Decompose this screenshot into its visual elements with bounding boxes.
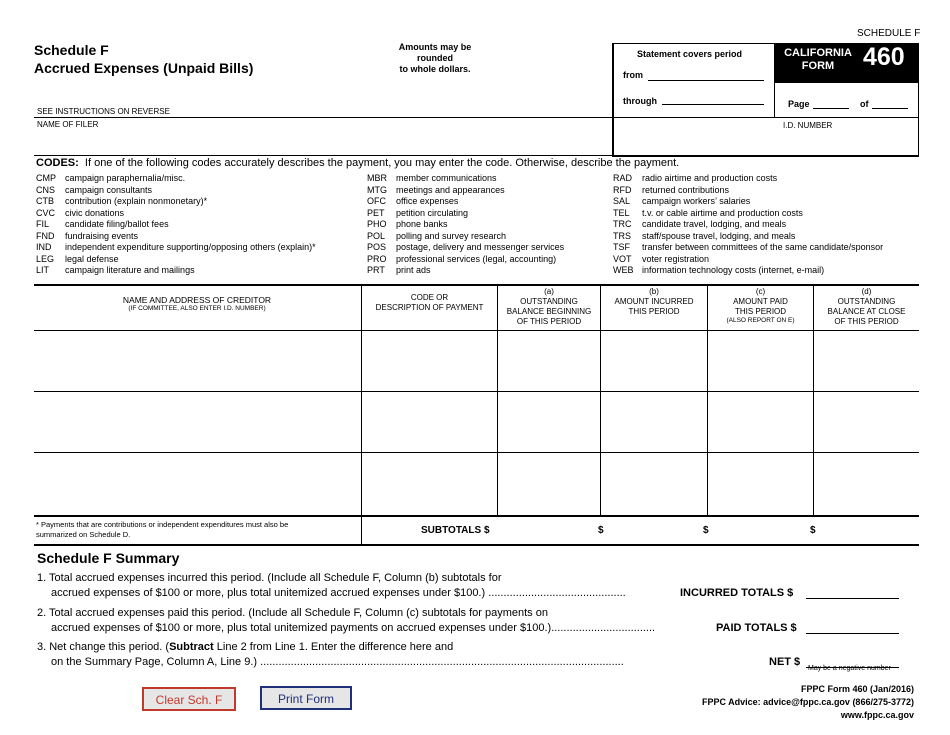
negative-note: May be a negative number (808, 665, 891, 672)
code-row: TRS staff/spouse travel, lodging, and meals (613, 230, 796, 241)
codes-column-3 (613, 173, 883, 277)
divider (34, 391, 919, 392)
from-date-field[interactable] (648, 80, 764, 81)
footer-url[interactable]: www.fppc.ca.gov (840, 710, 914, 720)
summary-line-1b: accrued expenses of $100 or more, plus total unitemized accrued expenses under $100.) ............................................. (51, 587, 626, 599)
code-row: OFC office expenses (367, 196, 459, 206)
page-label: Page (788, 99, 810, 109)
code-row: POS postage, delivery and messenger services (367, 242, 565, 252)
id-number-input[interactable] (783, 132, 915, 154)
california-label: CALIFORNIA (784, 47, 852, 59)
id-number-label: I.D. NUMBER (783, 121, 833, 130)
net-label: NET $ (769, 656, 801, 668)
page-title: Schedule F (34, 42, 109, 58)
header-col-c: (c) AMOUNT PAID THIS PERIOD (ALSO REPORT ON E) (726, 287, 795, 324)
code-row: PRO professional services (legal, accounting) (367, 253, 557, 264)
code-row: TRC candidate travel, lodging, and meals (613, 219, 787, 229)
code-row: CMP campaign paraphernalia/misc. (36, 173, 186, 183)
from-label: from (623, 70, 643, 80)
divider (361, 284, 362, 546)
divider (612, 117, 919, 118)
summary-line-2b: accrued expenses of $100 or more, plus total unitemized payments on accrued expenses under $100.).................................. (51, 622, 656, 634)
code-input-row-3[interactable] (363, 454, 496, 514)
divider (34, 330, 919, 331)
code-row: PRT print ads (367, 265, 431, 275)
through-label: through (623, 96, 657, 106)
divider (34, 544, 919, 546)
rounding-note: Amounts may be rounded to whole dollars. (398, 42, 472, 74)
header-col-d: (d) OUTSTANDING BALANCE AT CLOSE OF THIS PERIOD (827, 287, 906, 326)
code-input-row-1[interactable] (363, 332, 496, 390)
summary-line-1a: 1. Total accrued expenses incurred this period. (Include all Schedule F, Column (b) subtotals for (37, 572, 502, 584)
subtotal-c-dollar: $ (703, 525, 709, 536)
name-of-filer-label: NAME OF FILER (37, 120, 99, 129)
of-label: of (860, 99, 869, 109)
code-row: POL polling and survey research (367, 230, 507, 241)
code-row: TSF transfer between committees of the same candidate/sponsor (613, 242, 884, 252)
code-row: WEB information technology costs (internet, e-mail) (613, 265, 825, 275)
code-row: CTB contribution (explain nonmonetary)* (36, 196, 208, 206)
subtotals-label: SUBTOTALS $ (421, 525, 490, 536)
schedule-corner-label: SCHEDULE F (857, 28, 921, 39)
code-input-row-2[interactable] (363, 393, 496, 451)
summary-line-2a: 2. Total accrued expenses paid this period. (Include all Schedule F, Column (c) subtotals for payments on (37, 607, 548, 619)
code-row: CNS campaign consultants (36, 184, 153, 195)
summary-line-3a: 3. Net change this period. (Subtract Line 2 from Line 1. Enter the difference here and (37, 641, 454, 653)
see-instructions: SEE INSTRUCTIONS ON REVERSE (37, 107, 170, 116)
header-col-b: (b) AMOUNT INCURRED THIS PERIOD (614, 287, 694, 316)
creditor-input-row-3[interactable] (36, 454, 359, 514)
incurred-totals-field[interactable] (806, 598, 899, 599)
print-form-button[interactable]: Print Form (260, 686, 352, 710)
code-row: TEL t.v. or cable airtime and production costs (613, 207, 803, 218)
creditor-input-row-2[interactable] (36, 393, 359, 451)
form-label: FORM (801, 60, 835, 72)
divider (34, 284, 919, 286)
code-row: LEG legal defense (36, 253, 119, 264)
codes-column-2 (367, 173, 564, 277)
table-footnote: * Payments that are contributions or independent expenditures must also be summarized on Schedule D. (36, 520, 289, 539)
page-number-field[interactable] (813, 108, 849, 109)
header-col-a: (a) OUTSTANDING BALANCE BEGINNING OF THIS PERIOD (506, 287, 592, 326)
codes-column-1 (36, 173, 316, 277)
name-of-filer-input[interactable] (36, 131, 610, 153)
subtotal-b-dollar: $ (598, 525, 604, 536)
page-subtitle: Accrued Expenses (Unpaid Bills) (34, 60, 254, 76)
code-row: PHO phone banks (367, 219, 448, 229)
code-row: PET petition circulating (367, 207, 469, 218)
header-code: CODE OR DESCRIPTION OF PAYMENT (375, 293, 484, 312)
code-row: MBR member communications (367, 173, 497, 183)
code-row: IND independent expenditure supporting/opposing others (explain)* (36, 242, 316, 252)
footer-advice: FPPC Advice: advice@fppc.ca.gov (866/275-3772) (701, 697, 914, 707)
paid-totals-label: PAID TOTALS $ (716, 622, 797, 634)
incurred-totals-label: INCURRED TOTALS $ (680, 587, 794, 599)
code-row: RFD returned contributions (613, 184, 730, 195)
code-row: CVC civic donations (36, 207, 125, 218)
code-row: FND fundraising events (36, 230, 139, 241)
divider (600, 284, 601, 516)
divider (34, 117, 612, 118)
through-date-field[interactable] (662, 104, 764, 105)
statement-period-label: Statement covers period (637, 49, 743, 59)
creditor-input-row-1[interactable] (36, 332, 359, 390)
header-creditor: NAME AND ADDRESS OF CREDITOR (IF COMMITTEE, ALSO ENTER I.D. NUMBER) (122, 295, 272, 312)
divider (34, 452, 919, 453)
paid-totals-field[interactable] (806, 633, 899, 634)
code-row: FIL candidate filing/ballot fees (36, 219, 169, 229)
footer-form-id: FPPC Form 460 (Jan/2016) (800, 684, 914, 694)
divider (34, 515, 919, 517)
page-total-field[interactable] (872, 108, 908, 109)
footer (702, 683, 914, 722)
clear-schedule-button[interactable]: Clear Sch. F (142, 687, 236, 711)
code-row: VOT voter registration (613, 253, 710, 264)
form-number: 460 (863, 43, 905, 71)
code-row: LIT campaign literature and mailings (36, 265, 195, 275)
divider (34, 155, 919, 156)
code-row: RAD radio airtime and production costs (613, 173, 778, 183)
summary-title: Schedule F Summary (37, 550, 180, 566)
form-box (775, 44, 918, 83)
summary-line-3b: on the Summary Page, Column A, Line 9.) ....................................................................................................................... (51, 656, 624, 668)
code-row: SAL campaign workers’ salaries (613, 196, 751, 206)
code-row: MTG meetings and appearances (367, 184, 505, 195)
codes-intro: CODES: If one of the following codes accurately describes the payment, you may enter the code. Otherwise, describe the payment. (36, 157, 680, 169)
subtotal-d-dollar: $ (810, 525, 816, 536)
